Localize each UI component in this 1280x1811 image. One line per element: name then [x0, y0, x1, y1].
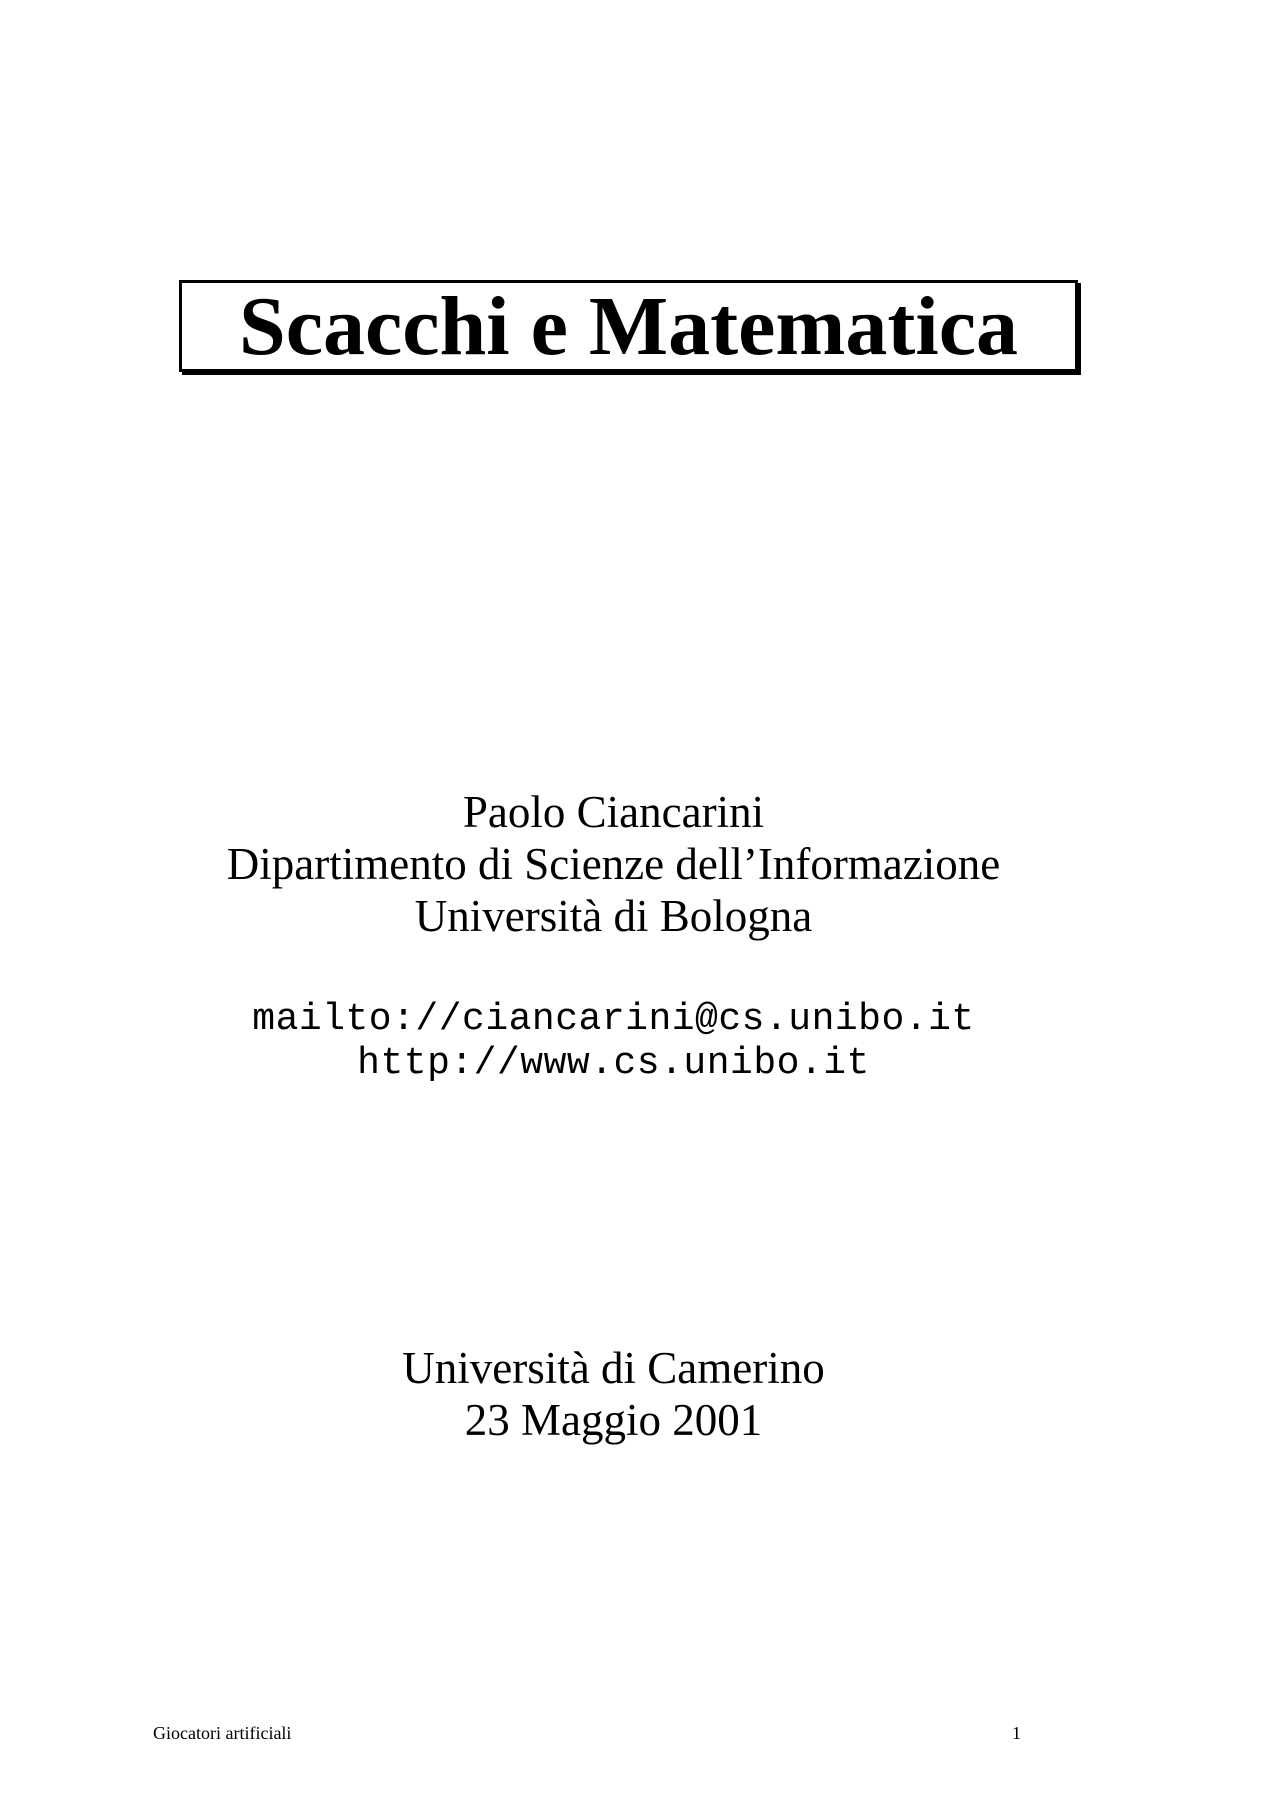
- author-university: Università di Bologna: [414, 891, 813, 941]
- footer-running-title: Giocatori artificiali: [153, 1723, 292, 1743]
- web-link[interactable]: http://www.cs.unibo.it: [357, 1042, 870, 1085]
- footer-page-number: 1: [1012, 1723, 1021, 1743]
- links-block: [0, 998, 1227, 1086]
- mail-link[interactable]: mailto://ciancarini@cs.unibo.it: [252, 998, 975, 1041]
- title-box: [179, 280, 1078, 372]
- author-department: Dipartimento di Scienze dell’Informazione: [226, 839, 1001, 889]
- author-name: Paolo Ciancarini: [462, 787, 765, 837]
- venue-date: 23 Maggio 2001: [464, 1395, 763, 1445]
- venue-block: [0, 1342, 1227, 1446]
- document-title: Scacchi e Matematica: [238, 280, 1018, 373]
- venue-place: Università di Camerino: [402, 1343, 825, 1393]
- author-block: [0, 786, 1227, 942]
